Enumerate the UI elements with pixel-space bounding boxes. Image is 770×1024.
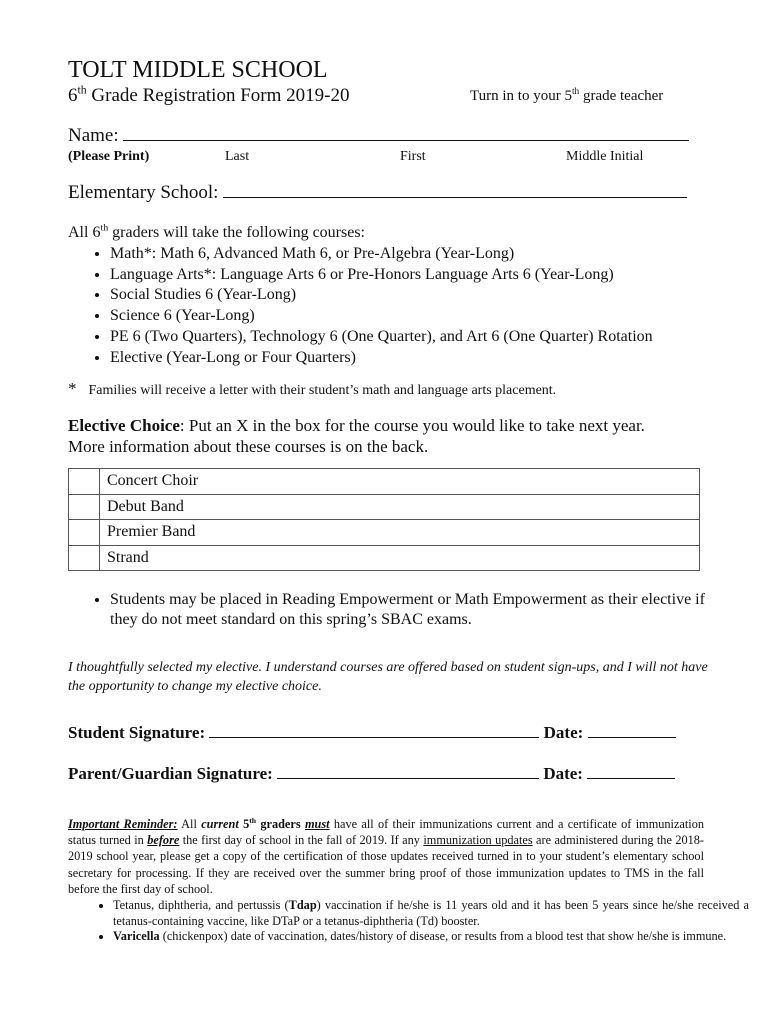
elective-instructions: [68, 415, 645, 457]
form-title: [68, 85, 349, 107]
reminder-before: before: [147, 833, 180, 848]
requirement-varicella: [113, 929, 749, 945]
turn-in-end: grade teacher: [579, 88, 664, 104]
name-label: Name:: [68, 125, 119, 146]
reminder-current: current: [201, 817, 239, 831]
student-signature-line[interactable]: [209, 737, 539, 738]
courses-intro-prefix: All 6: [68, 224, 101, 241]
reminder-th: th: [249, 815, 257, 825]
parent-signature-label: Parent/Guardian Signature:: [68, 764, 273, 783]
courses-intro-suffix: th: [100, 222, 109, 234]
elective-option-concert-choir: Concert Choir: [100, 469, 700, 495]
tdap-label: Tdap: [288, 898, 317, 912]
elective-choice-table: [68, 468, 700, 571]
varicella-text: (chickenpox) date of vaccination, dates/history of disease, or results from a blood test that show he/she is immune.: [159, 929, 727, 944]
form-grade-suffix: th: [77, 83, 87, 97]
student-date-line[interactable]: [588, 737, 676, 738]
footnote-star: *: [68, 379, 77, 398]
checkbox-premier-band[interactable]: [69, 520, 100, 546]
turn-in-suffix: th: [571, 87, 580, 97]
name-row: [68, 125, 689, 147]
varicella-label: Varicella: [113, 929, 160, 944]
course-item-elective: • Elective (Year-Long or Four Quarters): [110, 348, 653, 369]
student-signature-row: [68, 723, 676, 743]
elementary-school-field-line[interactable]: [223, 197, 687, 198]
checkbox-debut-band[interactable]: [69, 494, 100, 520]
parent-signature-row: [68, 764, 675, 784]
course-item-rotation: • PE 6 (Two Quarters), Technology 6 (One Quarter), and Art 6 (One Quarter) Rotation: [110, 327, 653, 348]
footnote-text: Families will receive a letter with their student’s math and language arts placement.: [88, 383, 557, 398]
requirement-tdap: [113, 898, 749, 929]
parent-signature-line[interactable]: [277, 778, 539, 779]
form-grade: 6: [68, 85, 78, 106]
placement-footnote: [68, 379, 556, 399]
reminder-label: Important Reminder:: [68, 817, 178, 831]
reminder-must: must: [304, 817, 330, 831]
please-print-label: (Please Print): [68, 149, 150, 164]
elective-option-strand: Strand: [100, 545, 700, 571]
course-item-science: • Science 6 (Year-Long): [110, 306, 653, 327]
elective-instruction-2: More information about these courses is on the back.: [68, 437, 429, 456]
reminder-graders: graders: [256, 817, 301, 831]
turn-in-instruction: [470, 88, 663, 105]
courses-intro: [68, 224, 365, 242]
middle-initial-label: Middle Initial: [566, 149, 644, 164]
checkbox-strand[interactable]: [69, 545, 100, 571]
last-name-label: Last: [225, 149, 250, 164]
reminder-text-3: the first day of school in the fall of 2019. If any: [179, 833, 424, 848]
required-courses-list: [68, 244, 653, 368]
reminder-text-2: have all of their immunizations current and a certificate of immunization status turned in: [68, 817, 705, 848]
reminder-5: 5: [238, 817, 250, 831]
table-row: [69, 494, 700, 520]
table-row: [69, 469, 700, 495]
elective-acknowledgement: I thoughtfully selected my elective. I understand courses are offered based on student sign-ups, and I will not have the opportunity to change my elective choice.: [68, 660, 708, 694]
elementary-school-row: [68, 182, 687, 204]
name-field-line[interactable]: [123, 140, 689, 141]
table-row: [69, 520, 700, 546]
elective-option-debut-band: Debut Band: [100, 494, 700, 520]
elective-option-premier-band: Premier Band: [100, 520, 700, 546]
parent-date-line[interactable]: [587, 778, 675, 779]
elementary-school-label: Elementary School:: [68, 182, 219, 203]
reminder-updates: immunization updates: [423, 833, 533, 848]
immunization-reminder: [68, 816, 704, 897]
checkbox-concert-choir[interactable]: [69, 469, 100, 495]
tdap-text-c: ) vaccination if he/she is 11 years old and it has been 5 years since he/she received a tetanus-containing vaccine, like DTaP or a tetanus-diphtheria (Td) booster.: [113, 898, 749, 928]
turn-in-prefix: Turn in to your 5: [470, 88, 572, 104]
tdap-text-a: Tetanus, diphtheria, and pertussis (: [113, 898, 289, 912]
student-date-label: Date:: [543, 723, 584, 742]
table-row: [69, 545, 700, 571]
student-signature-label: Student Signature:: [68, 723, 206, 742]
elective-instruction-1: : Put an X in the box for the course you would like to take next year.: [179, 416, 645, 435]
first-name-label: First: [400, 149, 426, 164]
immunization-requirements-list: [68, 898, 749, 945]
parent-date-label: Date:: [543, 764, 583, 783]
courses-intro-end: graders will take the following courses:: [108, 224, 365, 241]
course-item-math: • Math*: Math 6, Advanced Math 6, or Pre-Algebra (Year-Long): [110, 244, 653, 265]
reminder-text-1: All: [177, 817, 202, 831]
course-item-social-studies: • Social Studies 6 (Year-Long): [110, 285, 653, 306]
elective-choice-label: Elective Choice: [68, 416, 180, 435]
form-title-text: Grade Registration Form 2019-20: [86, 85, 350, 106]
empowerment-note: • Students may be placed in Reading Empowerment or Math Empowerment as their elective if they do not meet standard on this spring’s SBAC exams.: [110, 590, 730, 630]
reminder-text-4: are administered during the 2018-2019 school year, please get a copy of the certification of those updates received turned in to your student’s elementary school secretary for processing. If they are received over the summer bring proof of those immunization updates to TMS in the fall before the first day of school.: [68, 833, 705, 896]
empowerment-note-list: [68, 590, 730, 630]
school-name: TOLT MIDDLE SCHOOL: [68, 57, 328, 83]
course-item-language-arts: • Language Arts*: Language Arts 6 or Pre-Honors Language Arts 6 (Year-Long): [110, 265, 653, 286]
